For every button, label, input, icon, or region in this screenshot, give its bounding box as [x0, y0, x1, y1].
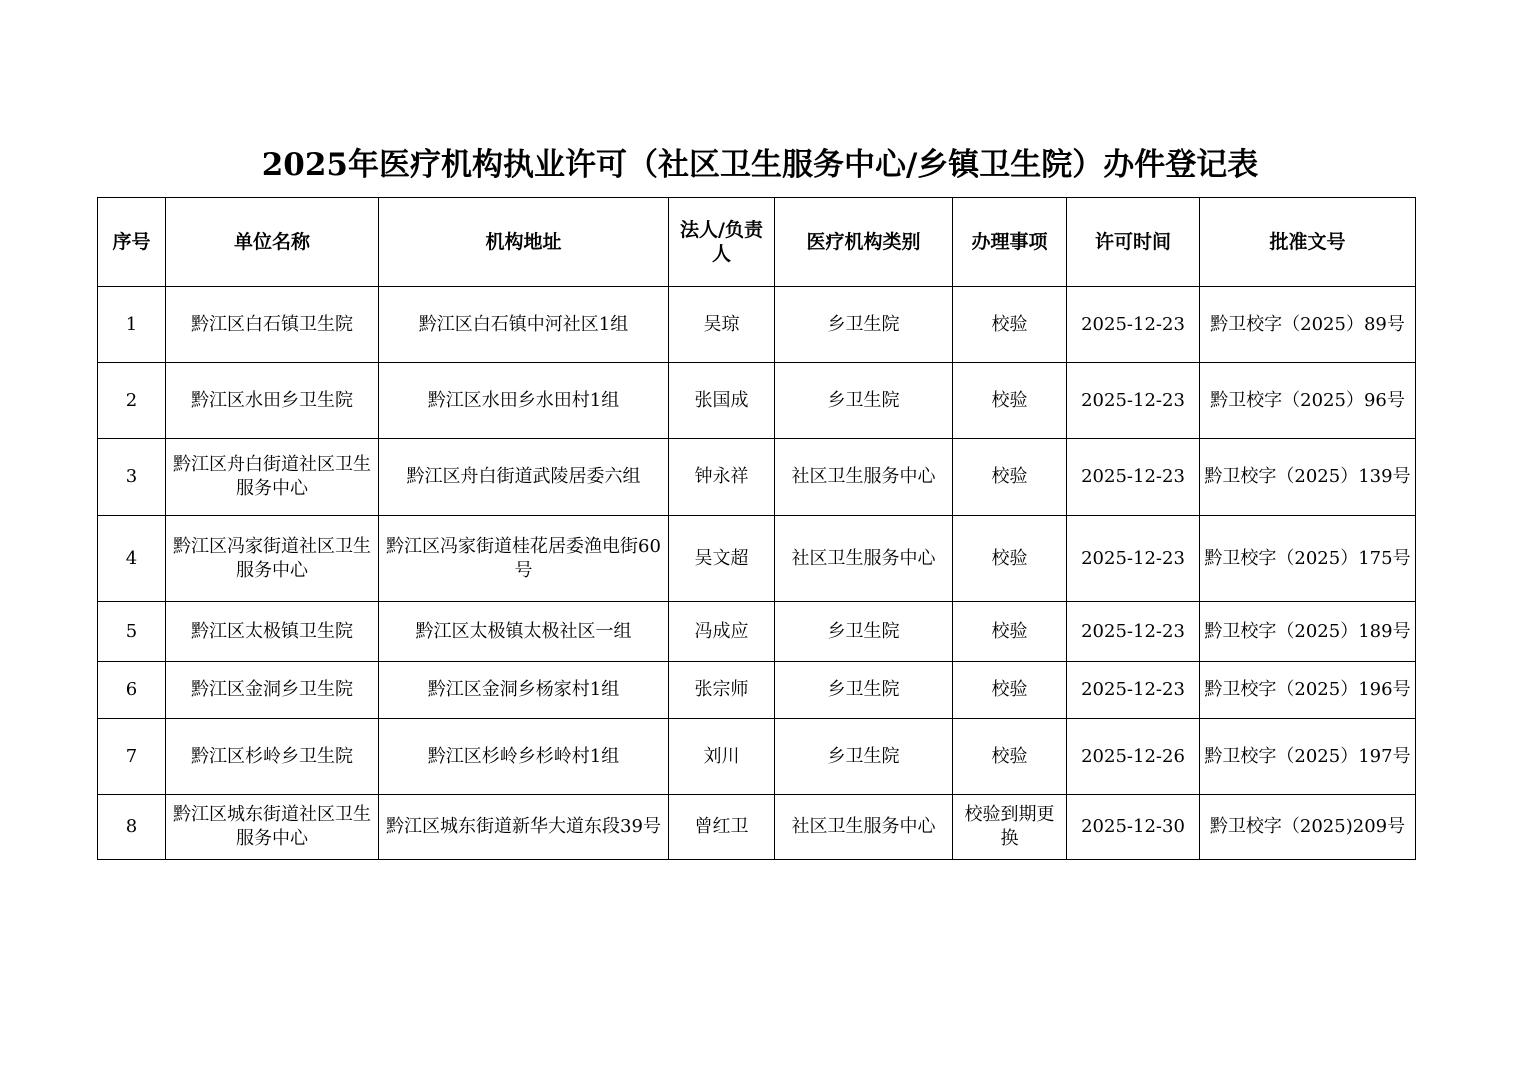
cell-address: 黔江区冯家街道桂花居委渔电街60号 — [379, 516, 669, 602]
header-category: 医疗机构类别 — [775, 198, 953, 287]
cell-seq: 5 — [98, 602, 166, 662]
cell-unit-name: 黔江区水田乡卫生院 — [166, 363, 379, 439]
table-row — [98, 516, 1416, 602]
cell-matter: 校验 — [953, 719, 1067, 795]
cell-matter: 校验 — [953, 287, 1067, 363]
cell-approval-no: 黔卫校字（2025）196号 — [1200, 662, 1416, 719]
cell-unit-name: 黔江区白石镇卫生院 — [166, 287, 379, 363]
cell-category: 乡卫生院 — [775, 662, 953, 719]
cell-address: 黔江区金洞乡杨家村1组 — [379, 662, 669, 719]
header-unit-name: 单位名称 — [166, 198, 379, 287]
cell-permit-date: 2025-12-23 — [1067, 363, 1200, 439]
cell-permit-date: 2025-12-23 — [1067, 516, 1200, 602]
cell-seq: 6 — [98, 662, 166, 719]
cell-category: 社区卫生服务中心 — [775, 439, 953, 516]
cell-seq: 8 — [98, 795, 166, 860]
cell-address: 黔江区白石镇中河社区1组 — [379, 287, 669, 363]
table-row — [98, 439, 1416, 516]
cell-permit-date: 2025-12-23 — [1067, 287, 1200, 363]
cell-legal-person: 冯成应 — [669, 602, 775, 662]
table-row — [98, 719, 1416, 795]
cell-matter: 校验 — [953, 363, 1067, 439]
cell-approval-no: 黔卫校字（2025）197号 — [1200, 719, 1416, 795]
cell-permit-date: 2025-12-23 — [1067, 662, 1200, 719]
cell-approval-no: 黔卫校字（2025)209号 — [1200, 795, 1416, 860]
cell-approval-no: 黔卫校字（2025）139号 — [1200, 439, 1416, 516]
cell-approval-no: 黔卫校字（2025）175号 — [1200, 516, 1416, 602]
cell-seq: 3 — [98, 439, 166, 516]
cell-permit-date: 2025-12-23 — [1067, 439, 1200, 516]
cell-seq: 2 — [98, 363, 166, 439]
cell-category: 乡卫生院 — [775, 287, 953, 363]
cell-approval-no: 黔卫校字（2025）96号 — [1200, 363, 1416, 439]
cell-address: 黔江区太极镇太极社区一组 — [379, 602, 669, 662]
table-row — [98, 287, 1416, 363]
cell-approval-no: 黔卫校字（2025）89号 — [1200, 287, 1416, 363]
cell-unit-name: 黔江区太极镇卫生院 — [166, 602, 379, 662]
cell-address: 黔江区舟白街道武陵居委六组 — [379, 439, 669, 516]
cell-legal-person: 曾红卫 — [669, 795, 775, 860]
cell-category: 社区卫生服务中心 — [775, 516, 953, 602]
table-row — [98, 602, 1416, 662]
cell-category: 社区卫生服务中心 — [775, 795, 953, 860]
table-header-row — [98, 198, 1416, 287]
cell-unit-name: 黔江区杉岭乡卫生院 — [166, 719, 379, 795]
header-address: 机构地址 — [379, 198, 669, 287]
table-row — [98, 662, 1416, 719]
cell-matter: 校验 — [953, 602, 1067, 662]
header-approval-no: 批准文号 — [1200, 198, 1416, 287]
document-title: 2025年医疗机构执业许可（社区卫生服务中心/乡镇卫生院）办件登记表 — [261, 147, 1259, 183]
cell-permit-date: 2025-12-26 — [1067, 719, 1200, 795]
cell-permit-date: 2025-12-23 — [1067, 602, 1200, 662]
cell-legal-person: 张宗师 — [669, 662, 775, 719]
header-seq: 序号 — [98, 198, 166, 287]
cell-matter: 校验到期更换 — [953, 795, 1067, 860]
cell-legal-person: 刘川 — [669, 719, 775, 795]
cell-category: 乡卫生院 — [775, 363, 953, 439]
cell-matter: 校验 — [953, 439, 1067, 516]
cell-matter: 校验 — [953, 516, 1067, 602]
cell-unit-name: 黔江区冯家街道社区卫生服务中心 — [166, 516, 379, 602]
cell-seq: 1 — [98, 287, 166, 363]
cell-unit-name: 黔江区城东街道社区卫生服务中心 — [166, 795, 379, 860]
cell-seq: 4 — [98, 516, 166, 602]
header-matter: 办理事项 — [953, 198, 1067, 287]
cell-permit-date: 2025-12-30 — [1067, 795, 1200, 860]
cell-unit-name: 黔江区舟白街道社区卫生服务中心 — [166, 439, 379, 516]
cell-seq: 7 — [98, 719, 166, 795]
cell-category: 乡卫生院 — [775, 602, 953, 662]
cell-category: 乡卫生院 — [775, 719, 953, 795]
cell-legal-person: 钟永祥 — [669, 439, 775, 516]
cell-address: 黔江区杉岭乡杉岭村1组 — [379, 719, 669, 795]
cell-legal-person: 张国成 — [669, 363, 775, 439]
table-row — [98, 795, 1416, 860]
cell-unit-name: 黔江区金洞乡卫生院 — [166, 662, 379, 719]
cell-legal-person: 吴文超 — [669, 516, 775, 602]
header-legal-person: 法人/负责人 — [669, 198, 775, 287]
registration-table — [97, 197, 1416, 860]
table-row — [98, 363, 1416, 439]
cell-approval-no: 黔卫校字（2025）189号 — [1200, 602, 1416, 662]
cell-legal-person: 吴琼 — [669, 287, 775, 363]
header-permit-date: 许可时间 — [1067, 198, 1200, 287]
cell-address: 黔江区水田乡水田村1组 — [379, 363, 669, 439]
cell-address: 黔江区城东街道新华大道东段39号 — [379, 795, 669, 860]
cell-matter: 校验 — [953, 662, 1067, 719]
